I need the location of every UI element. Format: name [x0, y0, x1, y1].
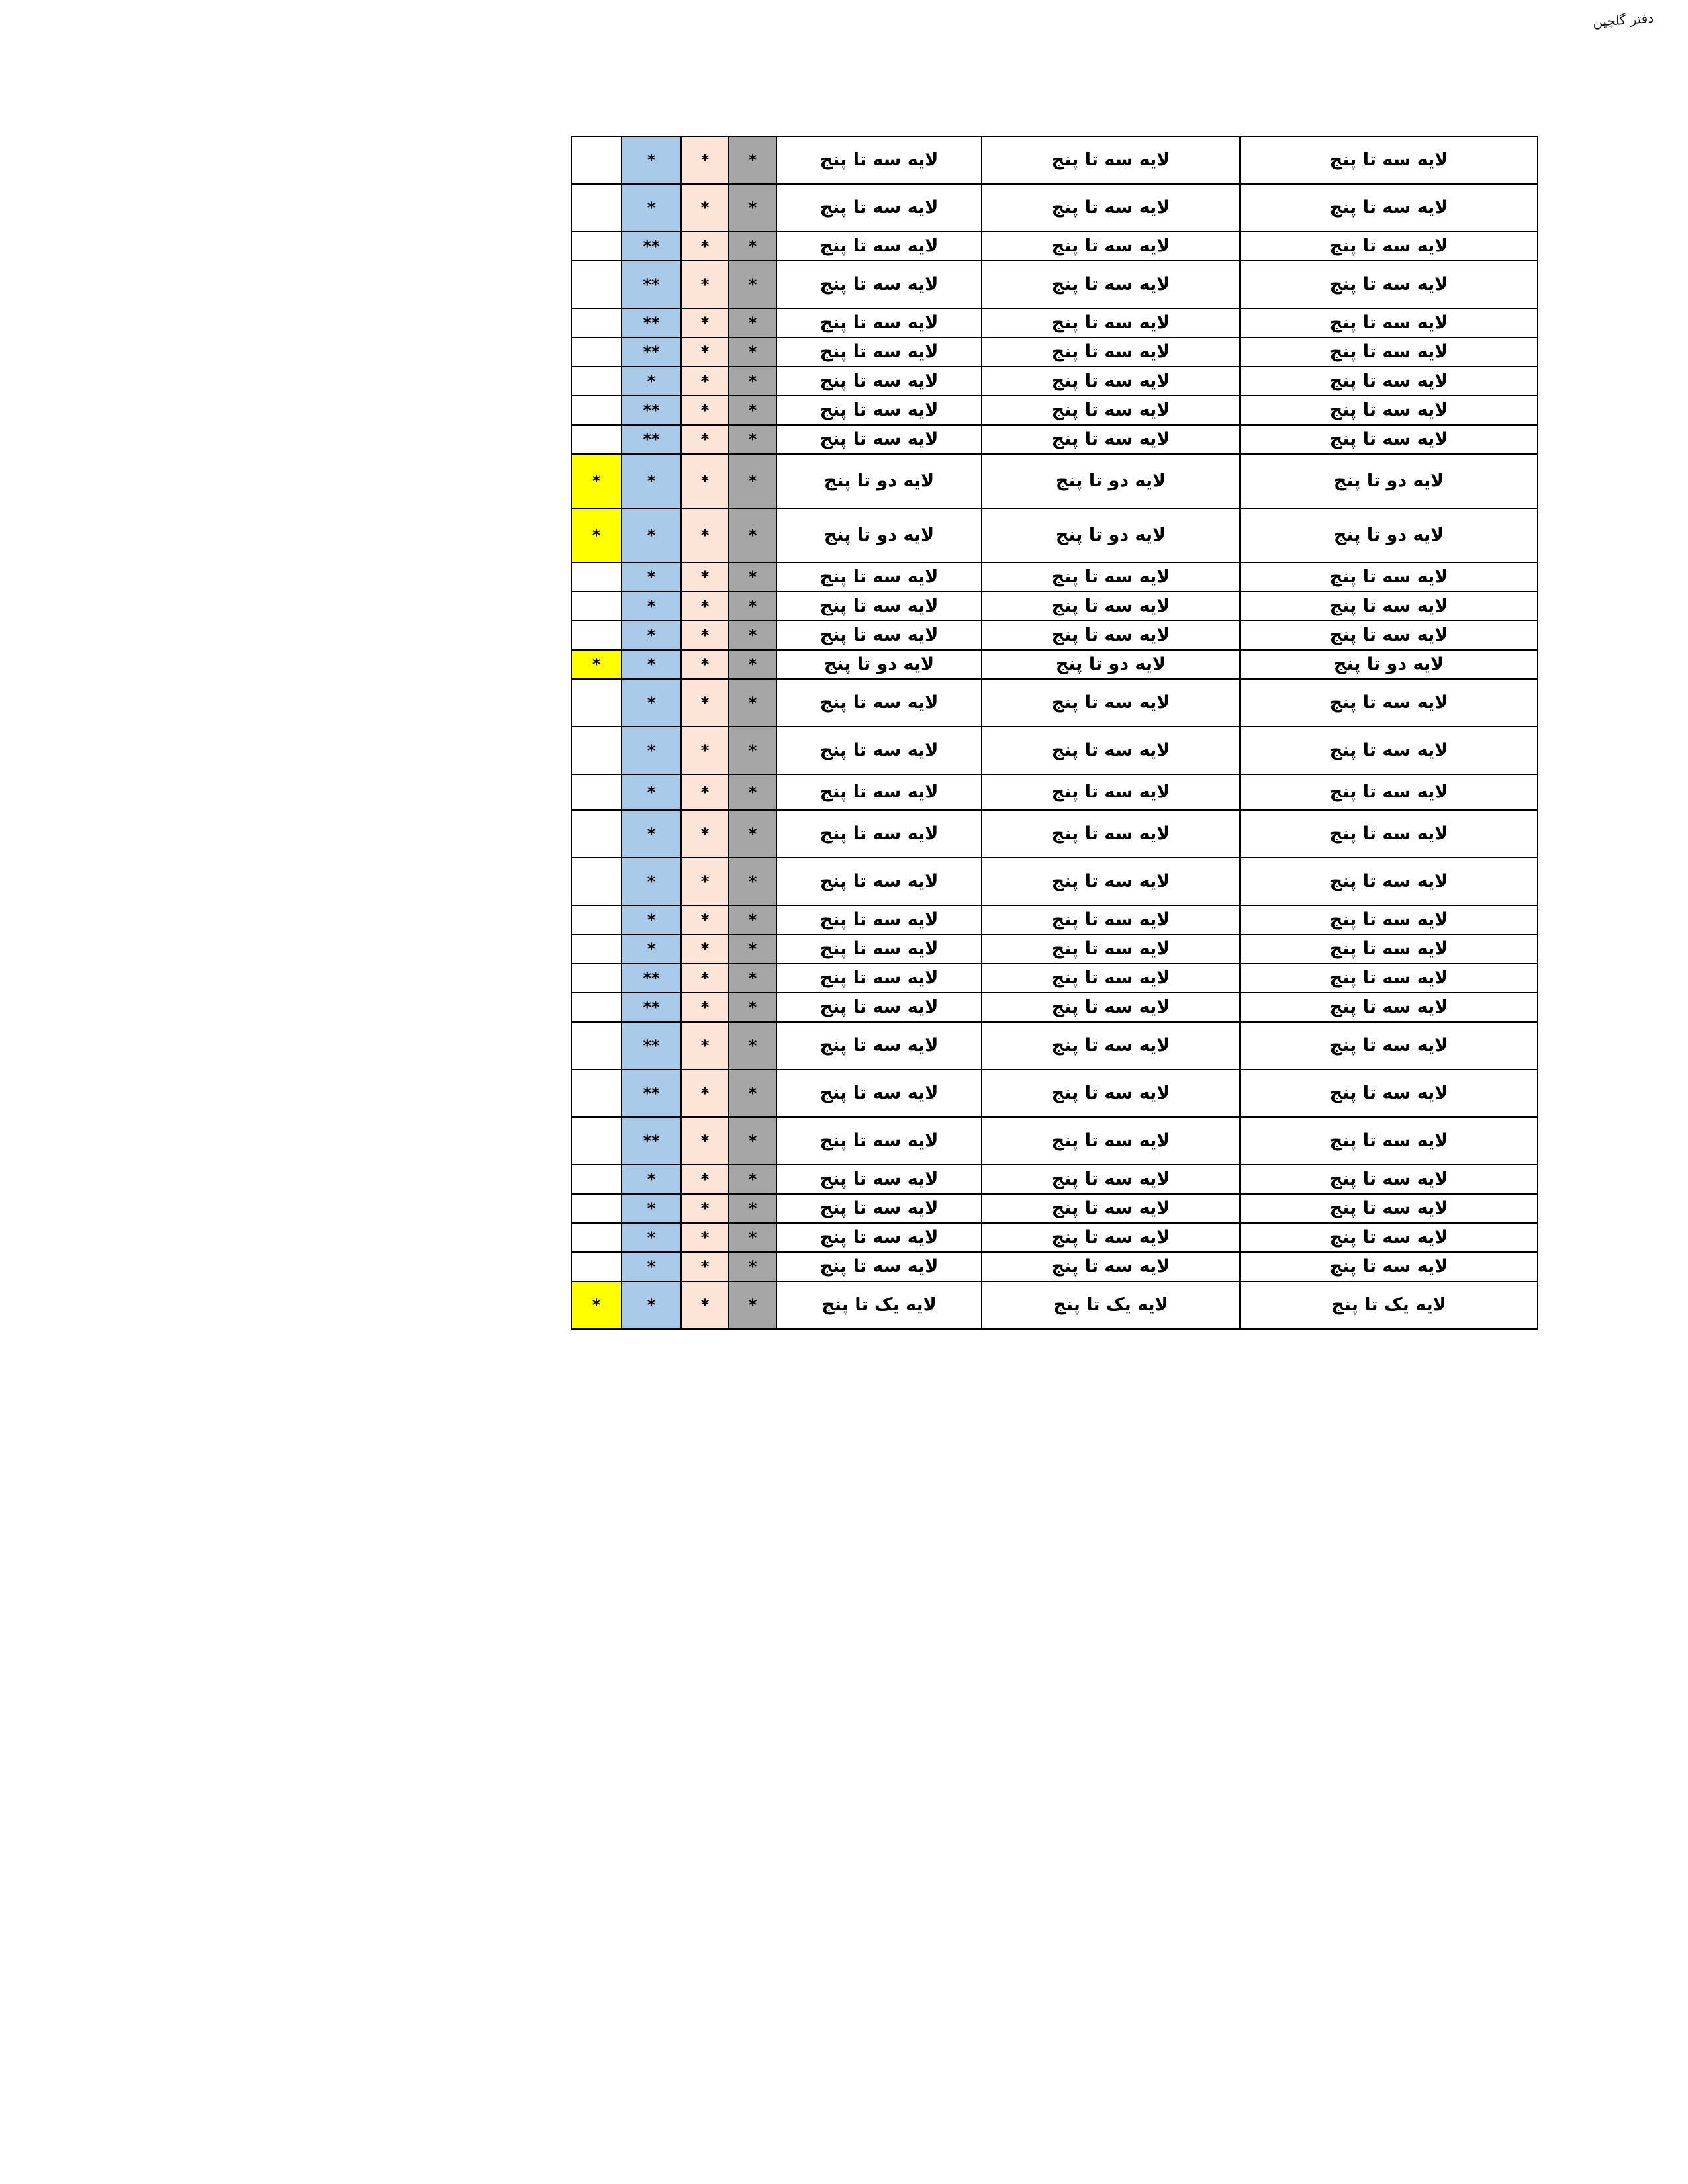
cell-col-a: لایه سه تا پنج: [1240, 338, 1538, 367]
table-row: [571, 232, 1538, 261]
cell-col-b: لایه سه تا پنج: [982, 858, 1240, 905]
cell-mark-peach: *: [681, 425, 729, 454]
cell-mark-yellow: [571, 858, 622, 905]
table-row: [571, 454, 1538, 508]
cell-mark-peach: *: [681, 858, 729, 905]
cell-mark-yellow: [571, 964, 622, 993]
cell-mark-gray: *: [729, 308, 776, 338]
cell-mark-peach: *: [681, 810, 729, 858]
cell-col-c: لایه سه تا پنج: [776, 1165, 982, 1194]
cell-col-b: لایه سه تا پنج: [982, 964, 1240, 993]
cell-mark-yellow: [571, 425, 622, 454]
cell-mark-yellow: *: [571, 454, 622, 508]
cell-col-a: لایه سه تا پنج: [1240, 1165, 1538, 1194]
cell-mark-gray: *: [729, 650, 776, 679]
cell-col-a: لایه دو تا پنج: [1240, 454, 1538, 508]
cell-mark-blue: *: [622, 184, 681, 232]
cell-mark-yellow: [571, 592, 622, 621]
cell-col-c: لایه سه تا پنج: [776, 858, 982, 905]
cell-mark-blue: *: [622, 727, 681, 774]
cell-col-a: لایه سه تا پنج: [1240, 1069, 1538, 1117]
cell-col-a: لایه سه تا پنج: [1240, 905, 1538, 934]
table-row: [571, 650, 1538, 679]
cell-mark-yellow: [571, 810, 622, 858]
cell-mark-peach: *: [681, 1194, 729, 1223]
cell-col-b: لایه سه تا پنج: [982, 1194, 1240, 1223]
cell-mark-yellow: [571, 679, 622, 727]
cell-mark-gray: *: [729, 1281, 776, 1329]
cell-col-b: لایه سه تا پنج: [982, 1252, 1240, 1281]
cell-col-b: لایه سه تا پنج: [982, 1223, 1240, 1252]
cell-mark-gray: *: [729, 396, 776, 425]
cell-mark-blue: **: [622, 261, 681, 308]
table-row: [571, 964, 1538, 993]
cell-col-b: لایه سه تا پنج: [982, 934, 1240, 964]
cell-col-b: لایه سه تا پنج: [982, 396, 1240, 425]
cell-mark-blue: *: [622, 621, 681, 650]
cell-col-c: لایه سه تا پنج: [776, 774, 982, 810]
cell-col-a: لایه سه تا پنج: [1240, 858, 1538, 905]
cell-col-a: لایه سه تا پنج: [1240, 136, 1538, 184]
cell-mark-peach: *: [681, 934, 729, 964]
cell-mark-blue: *: [622, 367, 681, 396]
cell-col-a: لایه سه تا پنج: [1240, 1194, 1538, 1223]
cell-mark-blue: **: [622, 993, 681, 1022]
cell-col-b: لایه سه تا پنج: [982, 261, 1240, 308]
cell-col-a: لایه یک تا پنج: [1240, 1281, 1538, 1329]
cell-col-a: لایه سه تا پنج: [1240, 367, 1538, 396]
cell-col-a: لایه سه تا پنج: [1240, 810, 1538, 858]
cell-col-c: لایه یک تا پنج: [776, 1281, 982, 1329]
cell-mark-blue: *: [622, 136, 681, 184]
cell-mark-gray: *: [729, 934, 776, 964]
data-table: [571, 136, 1538, 1330]
cell-mark-yellow: [571, 1022, 622, 1069]
cell-mark-yellow: [571, 232, 622, 261]
cell-col-a: لایه سه تا پنج: [1240, 934, 1538, 964]
cell-mark-yellow: [571, 261, 622, 308]
cell-col-b: لایه سه تا پنج: [982, 136, 1240, 184]
table-row: [571, 308, 1538, 338]
cell-col-b: لایه سه تا پنج: [982, 621, 1240, 650]
cell-mark-peach: *: [681, 308, 729, 338]
table-row: [571, 184, 1538, 232]
cell-mark-yellow: [571, 563, 622, 592]
cell-mark-yellow: *: [571, 1281, 622, 1329]
cell-col-b: لایه سه تا پنج: [982, 184, 1240, 232]
cell-col-a: لایه سه تا پنج: [1240, 774, 1538, 810]
cell-col-c: لایه سه تا پنج: [776, 679, 982, 727]
cell-col-a: لایه سه تا پنج: [1240, 308, 1538, 338]
cell-mark-yellow: [571, 905, 622, 934]
corner-stamp: دفتر گلچین: [1592, 9, 1654, 30]
cell-col-a: لایه سه تا پنج: [1240, 396, 1538, 425]
cell-col-a: لایه سه تا پنج: [1240, 727, 1538, 774]
cell-mark-blue: **: [622, 425, 681, 454]
cell-col-c: لایه سه تا پنج: [776, 136, 982, 184]
cell-mark-peach: *: [681, 993, 729, 1022]
cell-col-b: لایه سه تا پنج: [982, 232, 1240, 261]
table-row: [571, 1022, 1538, 1069]
cell-mark-blue: *: [622, 810, 681, 858]
cell-col-a: لایه دو تا پنج: [1240, 508, 1538, 563]
cell-mark-yellow: [571, 993, 622, 1022]
cell-col-c: لایه دو تا پنج: [776, 650, 982, 679]
cell-col-b: لایه سه تا پنج: [982, 727, 1240, 774]
cell-col-a: لایه سه تا پنج: [1240, 1252, 1538, 1281]
table-row: [571, 367, 1538, 396]
cell-col-a: لایه سه تا پنج: [1240, 1223, 1538, 1252]
cell-mark-gray: *: [729, 261, 776, 308]
cell-col-a: لایه سه تا پنج: [1240, 425, 1538, 454]
cell-col-b: لایه سه تا پنج: [982, 425, 1240, 454]
cell-col-b: لایه سه تا پنج: [982, 1069, 1240, 1117]
cell-col-b: لایه دو تا پنج: [982, 454, 1240, 508]
cell-mark-peach: *: [681, 1165, 729, 1194]
cell-mark-gray: *: [729, 774, 776, 810]
cell-mark-yellow: [571, 338, 622, 367]
cell-mark-yellow: [571, 308, 622, 338]
cell-mark-blue: **: [622, 1069, 681, 1117]
cell-mark-peach: *: [681, 367, 729, 396]
cell-mark-blue: **: [622, 1022, 681, 1069]
cell-mark-peach: *: [681, 396, 729, 425]
cell-col-b: لایه دو تا پنج: [982, 650, 1240, 679]
cell-mark-blue: *: [622, 1194, 681, 1223]
cell-mark-blue: *: [622, 905, 681, 934]
cell-mark-peach: *: [681, 508, 729, 563]
cell-col-c: لایه سه تا پنج: [776, 810, 982, 858]
cell-col-b: لایه سه تا پنج: [982, 679, 1240, 727]
cell-mark-yellow: [571, 1194, 622, 1223]
cell-col-c: لایه سه تا پنج: [776, 338, 982, 367]
cell-col-c: لایه سه تا پنج: [776, 1252, 982, 1281]
cell-col-a: لایه سه تا پنج: [1240, 232, 1538, 261]
cell-col-c: لایه سه تا پنج: [776, 308, 982, 338]
cell-mark-blue: *: [622, 1223, 681, 1252]
cell-mark-gray: *: [729, 679, 776, 727]
cell-col-c: لایه سه تا پنج: [776, 964, 982, 993]
cell-mark-peach: *: [681, 454, 729, 508]
table-row: [571, 338, 1538, 367]
cell-mark-peach: *: [681, 1069, 729, 1117]
cell-mark-gray: *: [729, 1165, 776, 1194]
cell-mark-peach: *: [681, 1117, 729, 1165]
cell-mark-gray: *: [729, 508, 776, 563]
cell-mark-yellow: [571, 367, 622, 396]
cell-col-c: لایه سه تا پنج: [776, 621, 982, 650]
cell-mark-blue: **: [622, 308, 681, 338]
cell-mark-peach: *: [681, 232, 729, 261]
cell-mark-gray: *: [729, 810, 776, 858]
cell-col-c: لایه سه تا پنج: [776, 367, 982, 396]
cell-col-b: لایه سه تا پنج: [982, 1117, 1240, 1165]
table-row: [571, 396, 1538, 425]
cell-mark-blue: *: [622, 650, 681, 679]
cell-col-c: لایه سه تا پنج: [776, 563, 982, 592]
cell-col-a: لایه دو تا پنج: [1240, 650, 1538, 679]
cell-mark-gray: *: [729, 1022, 776, 1069]
cell-mark-peach: *: [681, 774, 729, 810]
cell-mark-blue: **: [622, 396, 681, 425]
cell-mark-gray: *: [729, 232, 776, 261]
cell-mark-gray: *: [729, 425, 776, 454]
cell-col-b: لایه سه تا پنج: [982, 810, 1240, 858]
cell-mark-yellow: [571, 1165, 622, 1194]
cell-col-c: لایه سه تا پنج: [776, 905, 982, 934]
cell-mark-peach: *: [681, 338, 729, 367]
table-body: [571, 136, 1538, 1329]
table-row: [571, 934, 1538, 964]
cell-mark-blue: *: [622, 1252, 681, 1281]
cell-mark-yellow: *: [571, 650, 622, 679]
cell-mark-peach: *: [681, 964, 729, 993]
cell-col-c: لایه دو تا پنج: [776, 508, 982, 563]
cell-mark-blue: *: [622, 1281, 681, 1329]
cell-col-c: لایه سه تا پنج: [776, 261, 982, 308]
table-row: [571, 1117, 1538, 1165]
cell-mark-blue: *: [622, 1165, 681, 1194]
cell-mark-peach: *: [681, 621, 729, 650]
cell-mark-yellow: [571, 1069, 622, 1117]
cell-col-b: لایه یک تا پنج: [982, 1281, 1240, 1329]
cell-mark-blue: **: [622, 338, 681, 367]
cell-mark-peach: *: [681, 650, 729, 679]
table-row: [571, 261, 1538, 308]
cell-col-c: لایه سه تا پنج: [776, 396, 982, 425]
table-row: [571, 563, 1538, 592]
table-row: [571, 621, 1538, 650]
cell-col-a: لایه سه تا پنج: [1240, 964, 1538, 993]
cell-mark-blue: **: [622, 232, 681, 261]
table-row: [571, 1252, 1538, 1281]
cell-mark-peach: *: [681, 1252, 729, 1281]
table-row: [571, 592, 1538, 621]
cell-mark-gray: *: [729, 1223, 776, 1252]
cell-col-a: لایه سه تا پنج: [1240, 261, 1538, 308]
table-row: [571, 1223, 1538, 1252]
cell-mark-peach: *: [681, 679, 729, 727]
cell-mark-gray: *: [729, 184, 776, 232]
cell-col-b: لایه سه تا پنج: [982, 1165, 1240, 1194]
cell-mark-gray: *: [729, 136, 776, 184]
cell-mark-peach: *: [681, 184, 729, 232]
cell-col-c: لایه سه تا پنج: [776, 184, 982, 232]
cell-mark-blue: *: [622, 858, 681, 905]
cell-col-c: لایه سه تا پنج: [776, 1194, 982, 1223]
cell-col-c: لایه سه تا پنج: [776, 1223, 982, 1252]
cell-mark-gray: *: [729, 905, 776, 934]
cell-col-b: لایه سه تا پنج: [982, 592, 1240, 621]
table-row: [571, 858, 1538, 905]
cell-mark-blue: *: [622, 934, 681, 964]
cell-col-c: لایه دو تا پنج: [776, 454, 982, 508]
cell-col-a: لایه سه تا پنج: [1240, 1022, 1538, 1069]
cell-mark-blue: *: [622, 679, 681, 727]
cell-mark-yellow: [571, 136, 622, 184]
cell-col-a: لایه سه تا پنج: [1240, 621, 1538, 650]
cell-col-b: لایه سه تا پنج: [982, 774, 1240, 810]
cell-mark-gray: *: [729, 993, 776, 1022]
cell-col-c: لایه سه تا پنج: [776, 425, 982, 454]
cell-mark-peach: *: [681, 905, 729, 934]
cell-mark-peach: *: [681, 136, 729, 184]
cell-mark-peach: *: [681, 1223, 729, 1252]
cell-mark-blue: **: [622, 964, 681, 993]
cell-mark-blue: *: [622, 563, 681, 592]
cell-mark-yellow: [571, 184, 622, 232]
cell-col-c: لایه سه تا پنج: [776, 1069, 982, 1117]
cell-col-a: لایه سه تا پنج: [1240, 679, 1538, 727]
cell-col-c: لایه سه تا پنج: [776, 993, 982, 1022]
table-row: [571, 508, 1538, 563]
cell-mark-gray: *: [729, 454, 776, 508]
cell-mark-blue: *: [622, 592, 681, 621]
cell-mark-peach: *: [681, 1281, 729, 1329]
cell-col-b: لایه سه تا پنج: [982, 367, 1240, 396]
cell-mark-peach: *: [681, 261, 729, 308]
cell-col-b: لایه سه تا پنج: [982, 308, 1240, 338]
cell-mark-peach: *: [681, 727, 729, 774]
table-row: [571, 425, 1538, 454]
cell-mark-yellow: [571, 1252, 622, 1281]
cell-col-c: لایه سه تا پنج: [776, 592, 982, 621]
cell-mark-gray: *: [729, 964, 776, 993]
cell-col-b: لایه دو تا پنج: [982, 508, 1240, 563]
cell-mark-gray: *: [729, 727, 776, 774]
table-row: [571, 679, 1538, 727]
table-row: [571, 1281, 1538, 1329]
cell-mark-gray: *: [729, 563, 776, 592]
cell-mark-gray: *: [729, 1117, 776, 1165]
cell-col-c: لایه سه تا پنج: [776, 232, 982, 261]
cell-col-b: لایه سه تا پنج: [982, 993, 1240, 1022]
cell-col-a: لایه سه تا پنج: [1240, 184, 1538, 232]
cell-col-b: لایه سه تا پنج: [982, 1022, 1240, 1069]
cell-mark-gray: *: [729, 858, 776, 905]
cell-mark-blue: **: [622, 1117, 681, 1165]
cell-mark-peach: *: [681, 563, 729, 592]
cell-mark-gray: *: [729, 1194, 776, 1223]
cell-col-a: لایه سه تا پنج: [1240, 592, 1538, 621]
cell-mark-gray: *: [729, 338, 776, 367]
table-row: [571, 1069, 1538, 1117]
cell-mark-yellow: [571, 934, 622, 964]
cell-mark-yellow: [571, 1223, 622, 1252]
cell-mark-gray: *: [729, 367, 776, 396]
cell-mark-gray: *: [729, 592, 776, 621]
cell-mark-yellow: [571, 621, 622, 650]
cell-mark-yellow: [571, 396, 622, 425]
cell-mark-gray: *: [729, 621, 776, 650]
cell-mark-blue: *: [622, 454, 681, 508]
cell-mark-yellow: [571, 727, 622, 774]
table-row: [571, 905, 1538, 934]
cell-col-b: لایه سه تا پنج: [982, 563, 1240, 592]
cell-col-a: لایه سه تا پنج: [1240, 563, 1538, 592]
table-row: [571, 1165, 1538, 1194]
cell-mark-gray: *: [729, 1069, 776, 1117]
table-row: [571, 810, 1538, 858]
table-row: [571, 993, 1538, 1022]
cell-col-c: لایه سه تا پنج: [776, 1117, 982, 1165]
cell-col-c: لایه سه تا پنج: [776, 727, 982, 774]
cell-col-b: لایه سه تا پنج: [982, 338, 1240, 367]
cell-mark-gray: *: [729, 1252, 776, 1281]
cell-col-a: لایه سه تا پنج: [1240, 1117, 1538, 1165]
table-row: [571, 727, 1538, 774]
cell-mark-peach: *: [681, 1022, 729, 1069]
cell-col-a: لایه سه تا پنج: [1240, 993, 1538, 1022]
cell-mark-peach: *: [681, 592, 729, 621]
table-row: [571, 136, 1538, 184]
cell-mark-blue: *: [622, 508, 681, 563]
cell-mark-yellow: *: [571, 508, 622, 563]
table-row: [571, 1194, 1538, 1223]
cell-mark-blue: *: [622, 774, 681, 810]
cell-col-b: لایه سه تا پنج: [982, 905, 1240, 934]
table-row: [571, 774, 1538, 810]
cell-mark-yellow: [571, 774, 622, 810]
cell-mark-yellow: [571, 1117, 622, 1165]
data-table-container: [571, 136, 1537, 1330]
cell-col-c: لایه سه تا پنج: [776, 934, 982, 964]
cell-col-c: لایه سه تا پنج: [776, 1022, 982, 1069]
